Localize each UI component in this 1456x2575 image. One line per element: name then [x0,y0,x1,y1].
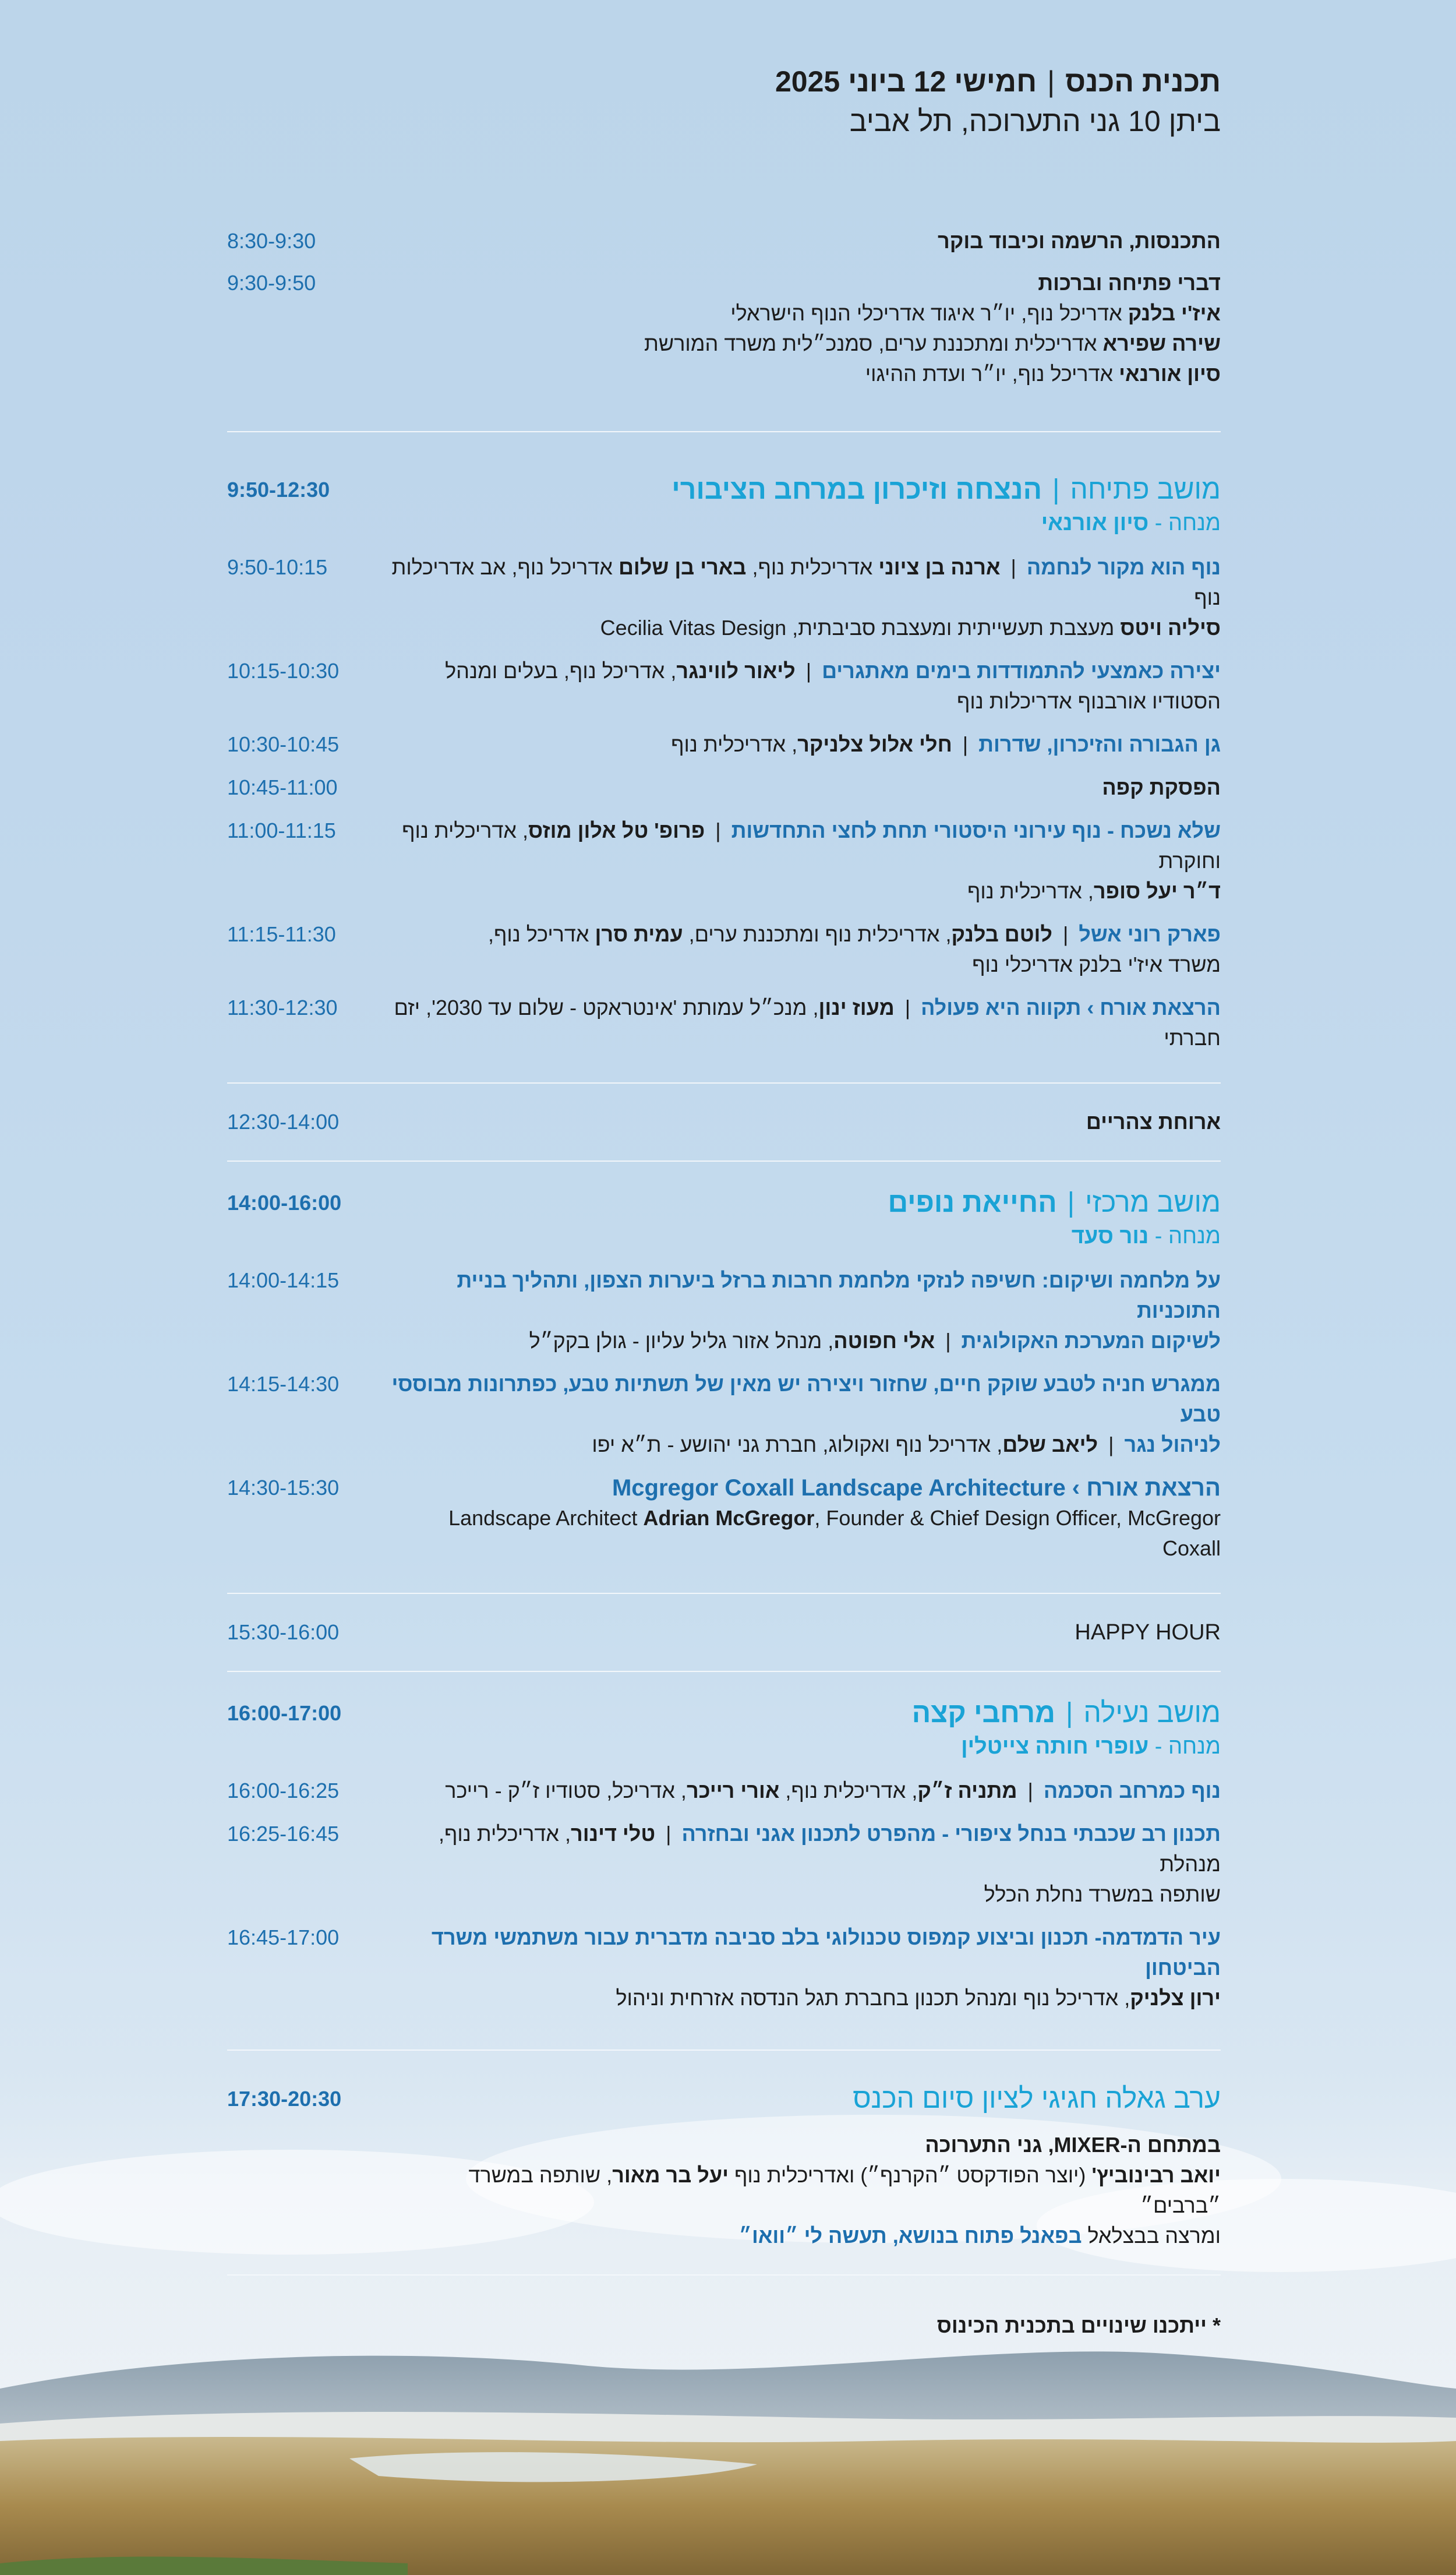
speaker-desc: , אדריכלית נוף, [779,1779,918,1803]
speaker-desc: , אדריכל נוף, בעלים ומנהל [445,659,677,683]
row-title: דברי פתיחה וברכות [1038,271,1221,295]
session-time: 16:00-17:00 [227,1701,342,1725]
speaker-name: לוטם בלנק [951,922,1052,946]
session-header [227,1695,1221,1762]
speaker-name: איז'י בלנק [1128,301,1221,325]
schedule-row [227,226,1221,256]
session-header [227,1185,1221,1251]
panel-title: בפאנל פתוח בנושא, תעשה לי ״וואו״ [738,2224,1082,2248]
row-text: התכנסות, הרשמה וכיבוד בוקר [938,229,1221,253]
schedule-row [227,1473,1221,1564]
row-time: 15:30-16:00 [227,1620,340,1644]
schedule-row [227,919,1221,980]
schedule-row [227,1107,1221,1137]
session-label: מושב מרכזי [1085,1187,1221,1218]
row-time: 10:45-11:00 [227,775,338,799]
row-content [391,656,1221,717]
session-time: 9:50-12:30 [227,478,330,502]
speaker-name: אורי רייכר [686,1779,780,1803]
speaker-desc: אדריכלית ומתכננת ערים, סמנכ״לית משרד המורשת [644,331,1097,355]
row-content [391,268,1221,389]
talk-title: יצירה כאמצעי להתמודדות בימים מאתגרים [822,659,1221,683]
speaker-desc: , אדריכל נוף ואקולוג, חברת גני יהושע - ת״א יפו [592,1433,1003,1456]
speaker-name: ליאב שלם [1002,1433,1098,1456]
session-divider: | [1052,474,1060,505]
row-content [391,816,1221,906]
session-time: 14:00-16:00 [227,1191,342,1215]
section-divider [227,2274,1221,2276]
talk-divider: | [962,732,969,756]
session-header [227,2081,1221,2117]
speaker-desc: מעצבת תעשייתית ומעצבת סביבתית, Cecilia Vitas Design [600,616,1121,640]
speaker-name: טלי דינור [570,1822,656,1846]
speaker-desc: , אדריכלית נוף וחוקרת [402,819,1221,873]
talk-title-cont: לניהול נגר [1124,1433,1221,1456]
speaker-name: ליאור לווינגר [676,659,796,683]
row-time: 11:15-11:30 [227,922,336,946]
speaker-name: מתניה ז״ק [917,1779,1017,1803]
speaker-name: ירון צלניק [1130,1986,1221,2010]
row-line: שותפה במשרד נחלת הכלל [984,1882,1221,1906]
speaker-desc: אדריכל נוף, אב אדריכלות נוף [391,555,1221,609]
row-time: 14:00-14:15 [227,1268,340,1292]
row-time: 14:15-14:30 [227,1372,340,1396]
speaker-name: ארנה בן ציוני [878,555,1001,579]
row-text: הפסקת קפה [1102,775,1221,799]
row-content [391,1473,1221,1564]
talk-title: גן הגבורה והזיכרון, שדרות [978,732,1221,756]
row-time: 11:00-11:15 [227,819,336,842]
session-divider: | [1065,1698,1073,1729]
row-content [391,1819,1221,1910]
speaker-desc: , אדריכלית נוף ומתכננת ערים, [683,922,952,946]
talk-title: ממגרש חניה לטבע שוקק חיים, שחזור ויצירה יש מאין של תשתיות טבע, כפתרונות מבוססי טבע [391,1372,1221,1426]
speaker-line [391,298,1221,329]
talk-divider: | [1108,1433,1114,1456]
schedule-row [227,1923,1221,2013]
speaker-desc: , מנהל אזור גליל עליון - גולן בקק״ל [529,1329,834,1353]
speaker-line [391,359,1221,389]
schedule-row [227,1776,1221,1806]
section-divider [227,1671,1221,1672]
talk-divider: | [1027,1779,1033,1803]
section-divider [227,2050,1221,2051]
moderator-line [391,1731,1221,1762]
session-heading [391,1185,1221,1251]
row-content [391,1776,1221,1806]
schedule-row [227,1265,1221,1356]
row-line [391,993,1221,1053]
schedule-row [227,729,1221,760]
speaker-name: יעל בר מאור [612,2163,729,2187]
footer-row [227,2311,1221,2341]
speaker-name: עמית סרן [595,922,683,946]
session-time: 17:30-20:30 [227,2087,342,2111]
row-line [391,1326,1221,1356]
schedule-row [227,816,1221,906]
row-time: 11:30-12:30 [227,996,338,1020]
talk-title: הרצאת אורח › תקווה היא פעולה [921,996,1221,1020]
speaker-desc: אדריכל נוף, יו״ר ועדת ההיגוי [865,362,1114,386]
row-line [391,876,1221,906]
session-heading [391,1695,1221,1762]
speaker-desc: , אדריכלית נוף [671,732,798,756]
talk-title: שלא נשכח - נוף עירוני היסטורי תחת לחצי התחדשות [731,819,1221,842]
speaker-desc: אדריכלית נוף, [746,555,879,579]
row-time: 16:25-16:45 [227,1822,340,1846]
program-title-line [227,64,1221,99]
row-content [391,919,1221,980]
row-content [391,2130,1221,2251]
row-time: 10:30-10:45 [227,732,340,756]
program-date: חמישי 12 ביוני 2025 [775,65,1037,98]
row-line [391,2160,1221,2221]
schedule-row [227,993,1221,1053]
session-title-line [391,1185,1221,1221]
speaker-name: Adrian McGregor [643,1506,815,1530]
talk-title: על מלחמה ושיקום: חשיפה לנזקי מלחמת חרבות ברזל ביערות הצפון, ותהליך בניית התוכניות [457,1268,1221,1322]
session-divider: | [1067,1187,1075,1218]
gala-place: במתחם ה-MIXER, גני התערוכה [925,2133,1221,2157]
talk-title: נוף כמרחב הסכמה [1043,1779,1221,1803]
speaker-desc: (יוצר הפודקסט ״הקרנף״) ואדריכלית נוף [728,2163,1092,2187]
speaker-desc: ומרצה בבצלאל [1082,2224,1221,2248]
speaker-name: ד״ר יעל סופר [1093,879,1221,903]
row-content [391,1265,1221,1356]
row-text: ארוחת צהריים [1086,1110,1221,1134]
schedule-row [227,1369,1221,1460]
session-title-line [391,1695,1221,1731]
row-time: 9:30-9:50 [227,271,316,295]
talk-divider: | [1062,922,1069,946]
session-title: הנצחה וזיכרון במרחב הציבורי [672,474,1042,505]
schedule-row [227,1819,1221,1910]
speaker-name: שירה שפירא [1102,331,1221,355]
row-line [391,729,1221,760]
talk-title: תכנון רב שכבתי בנחל ציפורי - מהפרט לתכנון אגני ובחזרה [681,1822,1221,1846]
moderator-label: מנחה - [1148,1224,1221,1248]
moderator-label: מנחה - [1148,511,1221,535]
row-time: 14:30-15:30 [227,1476,340,1500]
schedule-row [227,552,1221,643]
talk-title: הרצאת אורח › Mcgregor Coxall Landscape Architecture [612,1475,1221,1501]
program-header [227,64,1221,139]
row-line: הסטודיו אורבנוף אדריכלות נוף [956,689,1221,713]
speaker-desc: , אדריכלית נוף [967,879,1094,903]
section-divider [227,1082,1221,1084]
speaker-line [391,329,1221,359]
schedule-row [227,772,1221,803]
row-line [391,1819,1221,1879]
gala-title: ערב גאלה חגיגי לציון סיום הכנס [853,2083,1221,2114]
session-heading [391,472,1221,538]
speaker-name: חלי אלול צלניקר [797,732,952,756]
speaker-name: סיון אורנאי [1119,362,1221,386]
session-heading [391,2081,1221,2117]
moderator-label: מנחה - [1148,1734,1221,1759]
row-content [391,729,1221,760]
row-line [391,1983,1221,2013]
session-title-line [391,472,1221,508]
speaker-name: אלי חפוטה [833,1329,935,1353]
row-line [391,2221,1221,2251]
talk-divider: | [904,996,911,1020]
schedule-row [227,1617,1221,1648]
session-label: מושב פתיחה [1070,474,1221,505]
talk-divider: | [945,1329,951,1353]
row-time: 9:50-10:15 [227,555,328,579]
talk-title: נוף הוא מקור לנחמה [1026,555,1221,579]
title-divider: | [1047,65,1055,98]
speaker-desc: אדריכל נוף, [488,922,595,946]
section-divider [227,1160,1221,1162]
section-divider [227,1593,1221,1594]
speaker-name: פרופ' טל אלון מוזס [528,819,705,842]
talk-title-cont: לשיקום המערכת האקולוגית [961,1329,1221,1353]
talk-divider: | [715,819,721,842]
conference-program [227,64,1221,2341]
moderator-line [391,508,1221,538]
schedule-row [227,2130,1221,2251]
speaker-desc: , שותפה במשרד ״ברבים״ [468,2163,1221,2217]
row-line [391,656,1221,686]
footer-note: * ייתכנו שינויים בתכנית הכינוס [936,2313,1221,2337]
talk-divider: | [805,659,812,683]
speaker-name: בארי בן שלום [618,555,747,579]
speaker-desc: , אדריכל, סטודיו ז״ק - רייכר [445,1779,687,1803]
row-time: 10:15-10:30 [227,659,340,683]
moderator-name: נור סעד [1071,1224,1149,1248]
session-title: החייאת נופים [888,1187,1057,1218]
row-line [391,816,1221,876]
row-line [391,919,1221,950]
talk-divider: | [1010,555,1016,579]
talk-title: פארק רוני אשל [1079,922,1221,946]
session-label: מושב נעילה [1083,1698,1221,1729]
row-time: 16:45-17:00 [227,1925,340,1949]
speaker-name: מעוז ינון [818,996,895,1020]
row-time: 16:00-16:25 [227,1779,340,1803]
speaker-desc: אדריכל נוף, יו״ר איגוד אדריכלי הנוף הישראלי [730,301,1122,325]
speaker-desc: , אדריכל נוף ומנהל תכנון בחברת תגל הנדסה אזרחית וניהול [616,1986,1130,2010]
row-content [391,993,1221,1053]
row-content [391,552,1221,643]
row-content [391,1923,1221,2013]
session-title: מרחבי קצה [911,1698,1055,1729]
speaker-name: יואב רבינוביץ' [1091,2163,1221,2187]
row-line [391,1503,1221,1564]
schedule-row [227,656,1221,717]
speaker-desc: Landscape Architect [448,1506,644,1530]
row-line: משרד איז'י בלנק אדריכלי נוף [972,953,1221,976]
moderator-name: עופרי חותה צייטלין [961,1734,1149,1759]
section-divider [227,431,1221,432]
row-text: HAPPY HOUR [1075,1620,1221,1645]
schedule-row [227,268,1221,389]
row-time: 12:30-14:00 [227,1110,340,1134]
moderator-name: סיון אורנאי [1041,511,1149,535]
talk-title: עיר הדמדמה- תכנון וביצוע קמפוס טכנולוגי בלב סביבה מדברית עבור משתמשי משרד הביטחון [431,1925,1221,1980]
row-line [391,552,1221,613]
speaker-desc: , אדריכלית נוף, מנהלת [439,1822,1221,1876]
program-title: תכנית הכנס [1065,65,1221,98]
talk-divider: | [666,1822,672,1846]
row-line [391,1776,1221,1806]
program-venue: ביתן 10 גני התערוכה, תל אביב [849,105,1221,137]
moderator-line [391,1221,1221,1251]
row-line [391,1430,1221,1460]
row-time: 8:30-9:30 [227,229,316,253]
row-content [391,1369,1221,1460]
row-line [391,613,1221,643]
speaker-name: סיליה ויטס [1120,616,1221,640]
speaker-desc: , מנכ״ל עמותת 'אינטראקט - שלום עד 2030', יזם חברתי [394,996,1221,1050]
speaker-desc: , Founder & Chief Design Officer, McGregor Coxall [814,1506,1221,1560]
session-header [227,472,1221,538]
